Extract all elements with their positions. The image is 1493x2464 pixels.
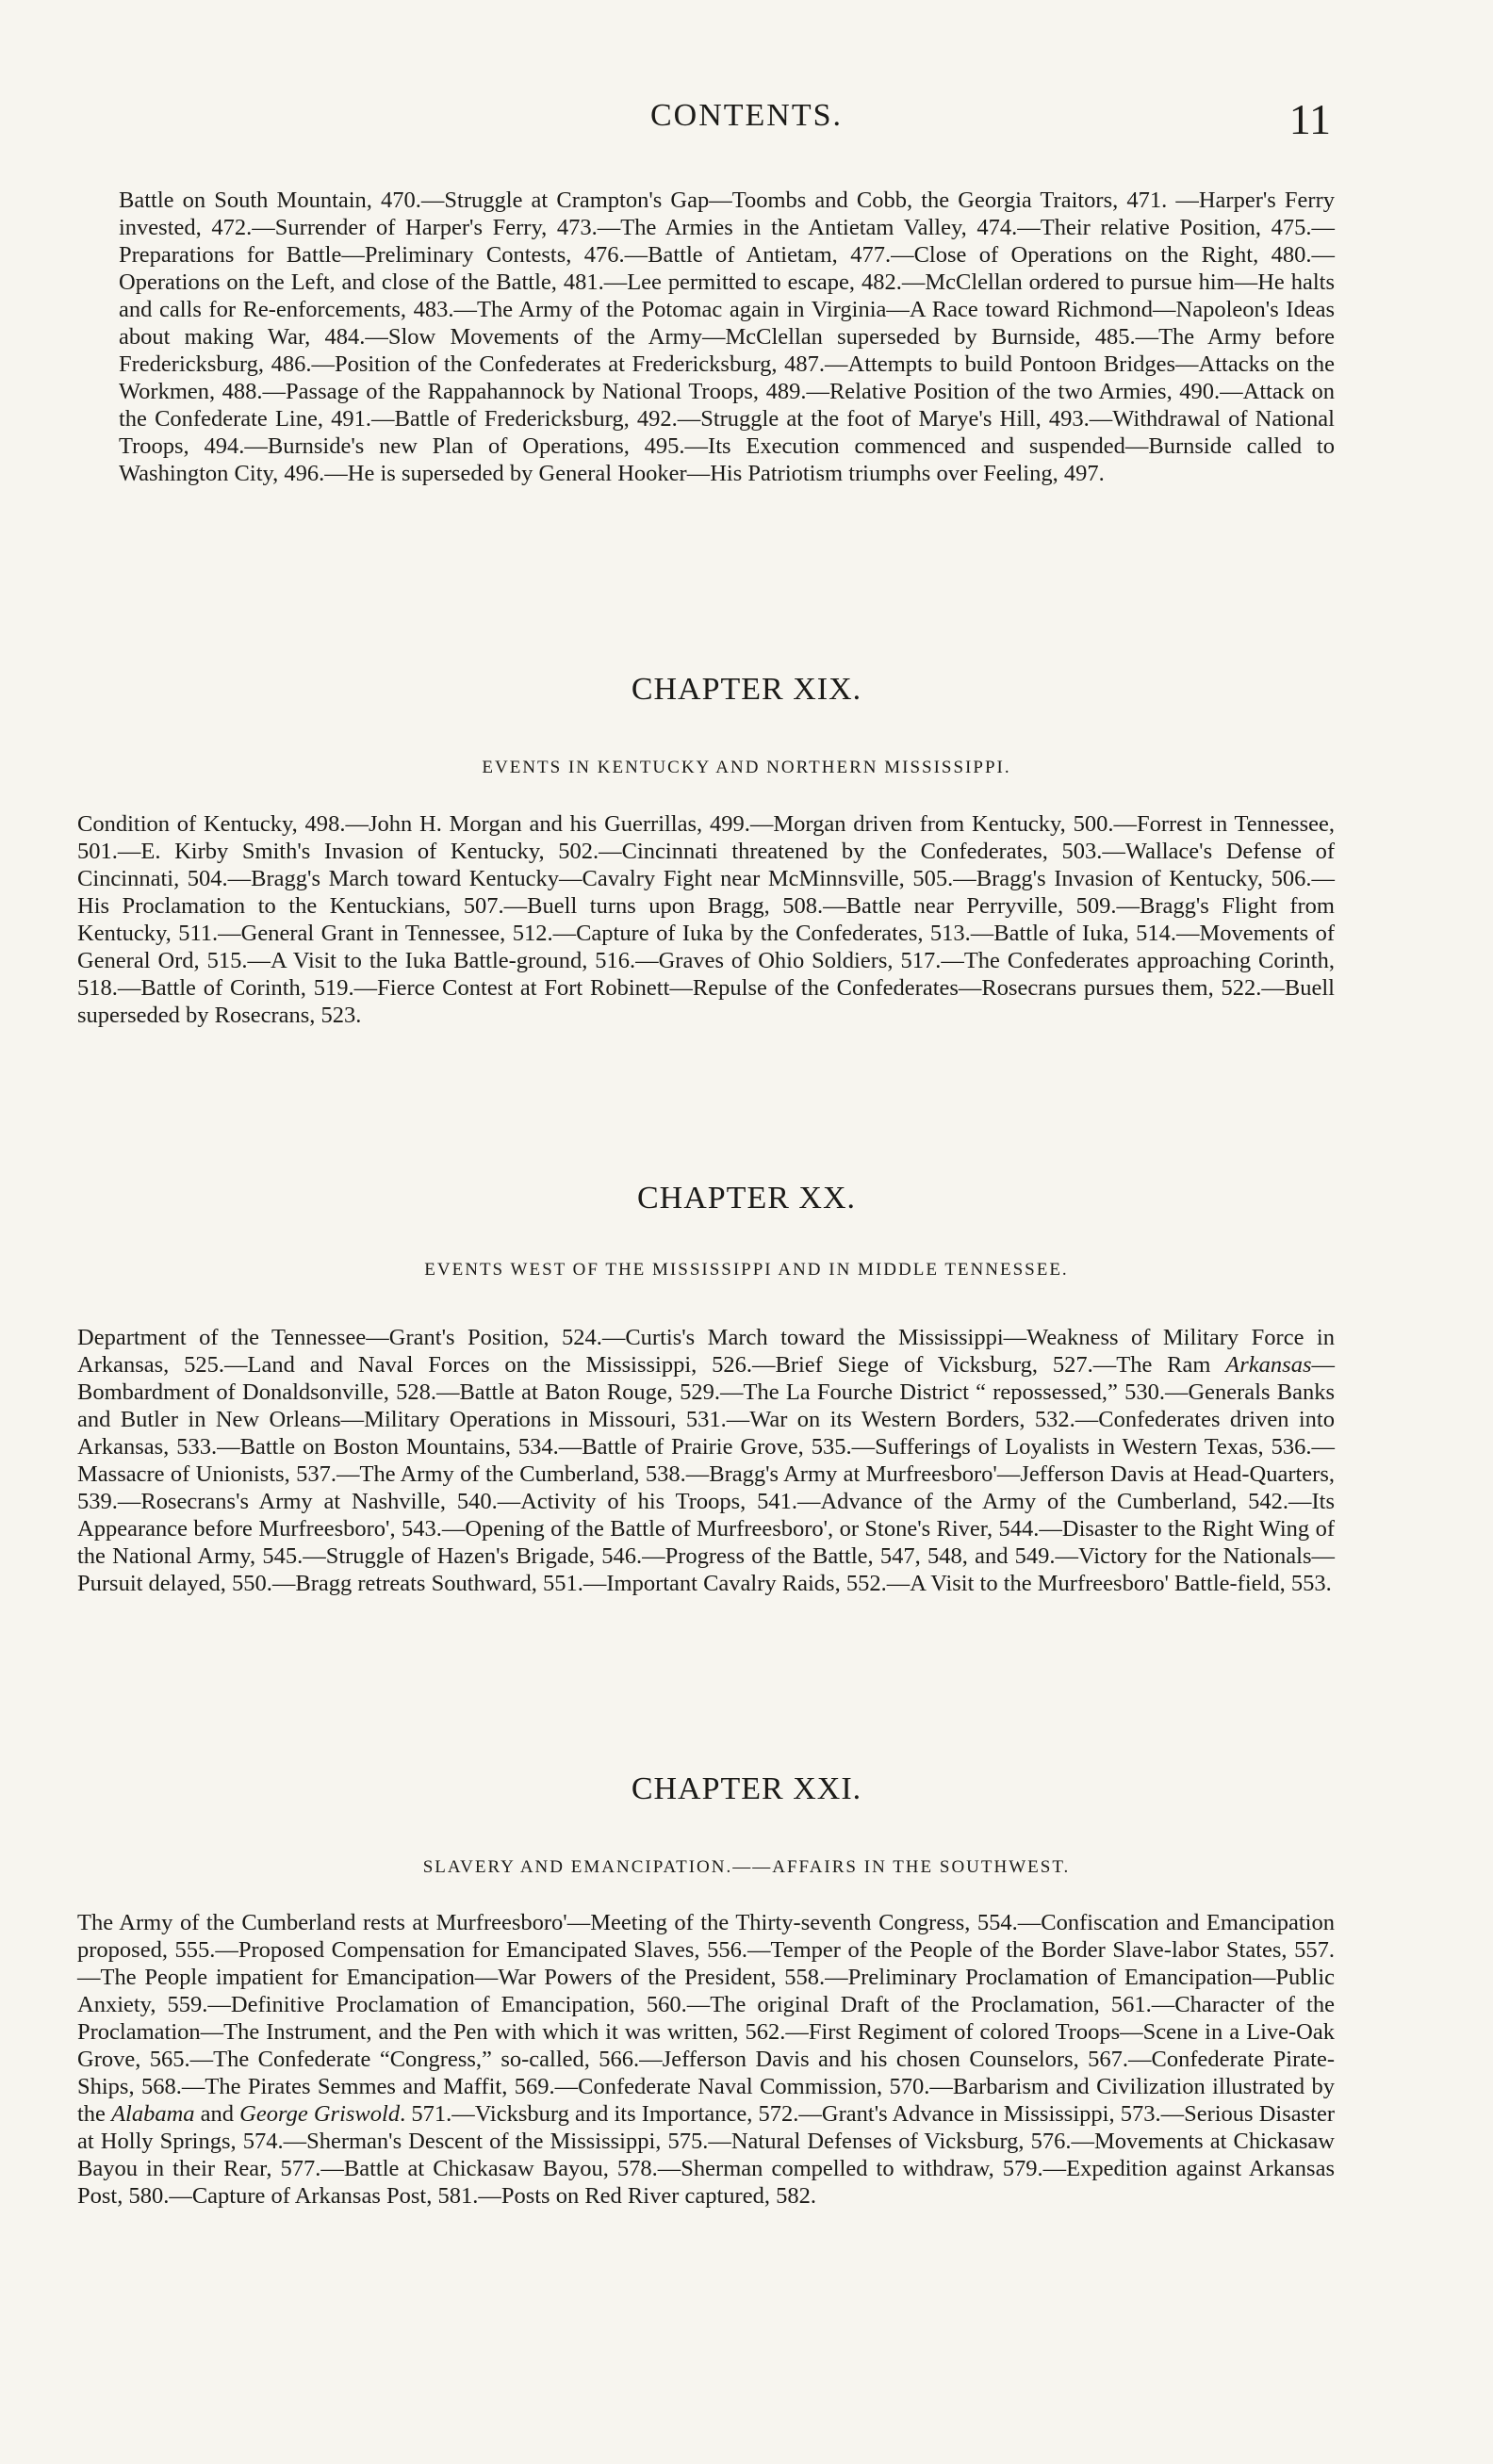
summary-text: Department of the Tennessee—Grant's Position, 524.—Curtis's March toward the Mississippi—Weakness of Military Force in Arkansas, 525.—Land and Naval Forces on the Mississippi, 526.—Brief Siege of Vicksburg, 527.—The Ram	[77, 1325, 1335, 1378]
intro-paragraph: Battle on South Mountain, 470.—Struggle at Crampton's Gap—Toombs and Cobb, the Georgia Traitors, 471. —Harper's Ferry invested, 472.—Surrender of Harper's Ferry, 473.—The Armies in the Antietam Valley, 474.—Their relative Position, 475.—Preparations for Battle—Preliminary Contests, 476.—Battle of Antietam, 477.—Close of Operations on the Right, 480.—Operations on the Left, and close of the Battle, 481.—Lee permitted to escape, 482.—McClellan ordered to pursue him—He halts and calls for Re-enforcements, 483.—The Army of the Potomac again in Virginia—A Race toward Richmond—Napoleon's Ideas about making War, 484.—Slow Movements of the Army—McClellan superseded by Burnside, 485.—The Army before Fredericksburg, 486.—Position of the Confederates at Fredericksburg, 487.—Attempts to build Pontoon Bridges—Attacks on the Workmen, 488.—Passage of the Rappahannock by National Troops, 489.—Relative Position of the two Armies, 490.—Attack on the Confederate Line, 491.—Battle of Fredericksburg, 492.—Struggle at the foot of Marye's Hill, 493.—Withdrawal of National Troops, 494.—Burnside's new Plan of Operations, 495.—Its Execution commenced and suspended—Burnside called to Washington City, 496.—He is superseded by General Hooker—His Patriotism triumphs over Feeling, 497.	[119, 188, 1335, 486]
chapter-heading: CHAPTER XIX.	[631, 672, 862, 707]
chapter-summary	[77, 1909, 1335, 2210]
chapter-heading: CHAPTER XXI.	[631, 1771, 862, 1806]
chapter-subtitle: SLAVERY AND EMANCIPATION.——AFFAIRS IN THE SOUTHWEST.	[422, 1857, 1071, 1877]
summary-text: —Bombardment of Donaldsonville, 528.—Battle at Baton Rouge, 529.—The La Fourche District “ repossessed,” 530.—Generals Banks and Butler in New Orleans—Military Operations in Missouri, 531.—War on its Western Borders, 532.—Confederates driven into Arkansas, 533.—Battle on Boston Mountains, 534.—Battle of Prairie Grove, 535.—Sufferings of Loyalists in Western Texas, 536.—Massacre of Unionists, 537.—The Army of the Cumberland, 538.—Bragg's Army at Murfreesboro'—Jefferson Davis at Head-Quarters, 539.—Rosecrans's Army at Nashville, 540.—Activity of his Troops, 541.—Advance of the Army of the Cumberland, 542.—Its Appearance before Murfreesboro', 543.—Opening of the Battle of Murfreesboro', or Stone's River, 544.—Disaster to the Right Wing of the National Army, 545.—Struggle of Hazen's Brigade, 546.—Progress of the Battle, 547, 548, and 549.—Victory for the Nationals—Pursuit delayed, 550.—Bragg retreats Southward, 551.—Important Cavalry Raids, 552.—A Visit to the Murfreesboro' Battle-field, 553.	[77, 1352, 1335, 1596]
chapter-subtitle: EVENTS WEST OF THE MISSISSIPPI AND IN MIDDLE TENNESSEE.	[424, 1260, 1069, 1280]
chapter-summary	[77, 1324, 1335, 1597]
summary-text: and	[194, 2101, 240, 2127]
summary-text: The Army of the Cumberland rests at Murfreesboro'—Meeting of the Thirty-seventh Congress, 554.—Confiscation and Emancipation proposed, 555.—Proposed Compensation for Emancipated Slaves, 556.—Temper of the People of the Border Slave-labor States, 557.—The People impatient for Emancipation—War Powers of the President, 558.—Preliminary Proclamation of Emancipation—Public Anxiety, 559.—Definitive Proclamation of Emancipation, 560.—The original Draft of the Proclamation, 561.—Character of the Proclamation—The Instrument, and the Pen with which it was written, 562.—First Regiment of colored Troops—Scene in a Live-Oak Grove, 565.—The Confederate “Congress,” so-called, 566.—Jefferson Davis and his chosen Counselors, 567.—Confederate Pirate-Ships, 568.—The Pirates Semmes and Maffit, 569.—Confederate Naval Commission, 570.—Barbarism and Civilization illustrated by the	[77, 1910, 1335, 2127]
running-title: CONTENTS.	[649, 98, 844, 133]
chapter-subtitle: EVENTS IN KENTUCKY AND NORTHERN MISSISSIPPI.	[482, 758, 1011, 777]
summary-text: . 571.—Vicksburg and its Importance, 572.—Grant's Advance in Mississippi, 573.—Serious Disaster at Holly Springs, 574.—Sherman's Descent of the Mississippi, 575.—Natural Defenses of Vicksburg, 576.—Movements at Chickasaw Bayou in their Rear, 577.—Battle at Chickasaw Bayou, 578.—Sherman compelled to withdraw, 579.—Expedition against Arkansas Post, 580.—Capture of Arkansas Post, 581.—Posts on Red River captured, 582.	[77, 2101, 1335, 2209]
running-header	[0, 94, 1493, 151]
chapter-heading: CHAPTER XX.	[636, 1181, 857, 1216]
page-number: 11	[1288, 95, 1331, 143]
ship-name: Alabama	[111, 2101, 195, 2127]
ship-name: Arkansas	[1225, 1352, 1312, 1378]
ship-name: George Griswold	[239, 2101, 401, 2127]
chapter-summary: Condition of Kentucky, 498.—John H. Morgan and his Guerrillas, 499.—Morgan driven from Kentucky, 500.—Forrest in Tennessee, 501.—E. Kirby Smith's Invasion of Kentucky, 502.—Cincinnati threatened by the Confederates, 503.—Wallace's Defense of Cincinnati, 504.—Bragg's March toward Kentucky—Cavalry Fight near McMinnsville, 505.—Bragg's Invasion of Kentucky, 506.—His Proclamation to the Kentuckians, 507.—Buell turns upon Bragg, 508.—Battle near Perryville, 509.—Bragg's Flight from Kentucky, 511.—General Grant in Tennessee, 512.—Capture of Iuka by the Confederates, 513.—Battle of Iuka, 514.—Movements of General Ord, 515.—A Visit to the Iuka Battle-ground, 516.—Graves of Ohio Soldiers, 517.—The Confederates approaching Corinth, 518.—Battle of Corinth, 519.—Fierce Contest at Fort Robinett—Repulse of the Confederates—Rosecrans pursues them, 522.—Buell superseded by Rosecrans, 523.	[77, 811, 1335, 1028]
